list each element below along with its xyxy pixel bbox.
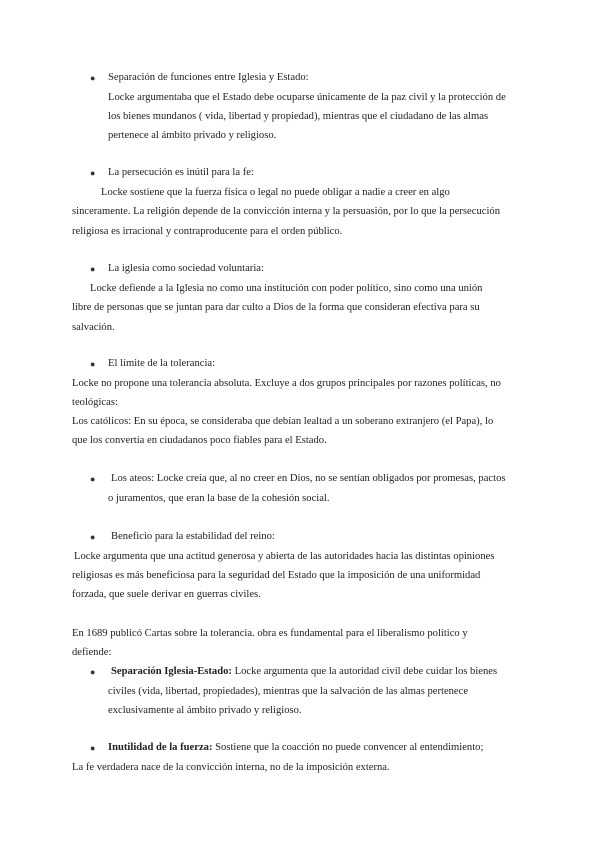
bullet-icon: ● (90, 474, 96, 484)
section-title-separacion: Separación de funciones entre Iglesia y Estado: (108, 72, 309, 83)
inline-text: Sostiene que la coacción no puede convencer al entendimiento; (212, 742, 484, 753)
bullet-icon: ● (90, 743, 96, 753)
paragraph-line: La fe verdadera nace de la convicción interna, no de la imposición externa. (72, 762, 390, 773)
paragraph-line: salvación. (72, 322, 115, 333)
paragraph-line: teológicas: (72, 397, 118, 408)
bold-term: Inutilidad de la fuerza: (108, 742, 213, 753)
paragraph-line: Locke argumenta que una actitud generosa y abierta de las autoridades hacia las distintas opiniones (74, 551, 495, 562)
bullet-icon: ● (90, 532, 96, 542)
section-title-beneficio: Beneficio para la estabilidad del reino: (111, 531, 275, 542)
paragraph-line: religiosa es irracional y contraproducente para el orden público. (72, 226, 343, 237)
paragraph-line: Locke argumentaba que el Estado debe ocuparse únicamente de la paz civil y la protección de (108, 92, 506, 103)
bold-term: Separación Iglesia-Estado: (111, 666, 232, 677)
paragraph-line: Locke sostiene que la fuerza física o legal no puede obligar a nadie a creer en algo (101, 187, 450, 198)
paragraph-line (111, 665, 497, 679)
paragraph-line: o juramentos, que eran la base de la cohesión social. (108, 493, 330, 504)
paragraph-line: Locke defiende a la Iglesia no como una institución con poder político, sino como una unión (90, 283, 483, 294)
paragraph-line: los bienes mundanos ( vida, libertad y propiedad), mientras que el ciudadano de las almas (108, 111, 489, 122)
paragraph-line: forzada, que suele derivar en guerras civiles. (72, 589, 261, 600)
section-title-limite: El límite de la tolerancia: (108, 358, 216, 369)
bullet-icon: ● (90, 264, 96, 274)
section-title-persecucion: La persecución es inútil para la fe: (108, 167, 254, 178)
bullet-icon: ● (90, 168, 96, 178)
paragraph-line: Los católicos: En su época, se consideraba que debían lealtad a un soberano extranjero (el Papa), lo (72, 416, 494, 427)
bullet-icon: ● (90, 359, 96, 369)
paragraph-line: defiende: (72, 647, 112, 658)
bullet-icon: ● (90, 73, 96, 83)
paragraph-line: sinceramente. La religión depende de la convicción interna y la persuasión, por lo que la persecución (72, 206, 500, 217)
paragraph-line: religiosas es más beneficiosa para la seguridad del Estado que la imposición de una uniformidad (72, 570, 481, 581)
section-title-iglesia: La iglesia como sociedad voluntaria: (108, 263, 264, 274)
paragraph-line: exclusivamente al ámbito privado y religioso. (108, 705, 302, 716)
paragraph-line: Locke no propone una tolerancia absoluta. Excluye a dos grupos principales por razones políticas, no (72, 378, 501, 389)
paragraph-line: Los ateos: Locke creía que, al no creer en Dios, no se sentían obligados por promesas, pactos (111, 473, 506, 484)
bullet-icon: ● (90, 667, 96, 677)
paragraph-line: En 1689 publicó Cartas sobre la tolerancia. obra es fundamental para el liberalismo político y (72, 628, 468, 639)
paragraph-line: pertenece al ámbito privado y religioso. (108, 130, 277, 141)
inline-text: Locke argumenta que la autoridad civil debe cuidar los bienes (231, 666, 498, 677)
paragraph-line (108, 741, 483, 755)
paragraph-line: libre de personas que se juntan para dar culto a Dios de la forma que consideran efectiva para su (72, 302, 480, 313)
paragraph-line: civiles (vida, libertad, propiedades), mientras que la salvación de las almas pertenece (108, 686, 469, 697)
paragraph-line: que los convertía en ciudadanos poco fiables para el Estado. (72, 435, 327, 446)
